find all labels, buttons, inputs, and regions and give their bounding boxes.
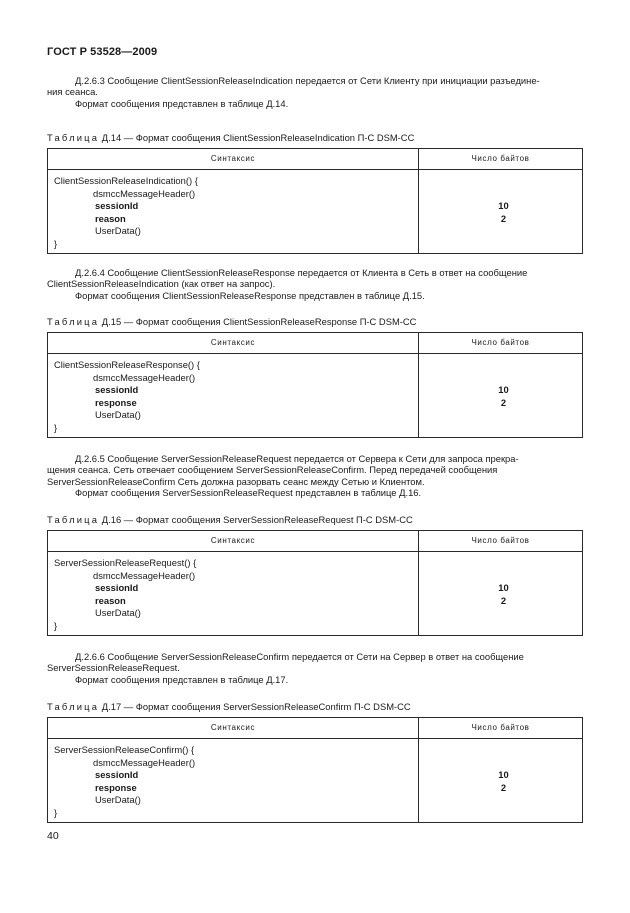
syntax-line: dsmccMessageHeader() <box>93 756 196 768</box>
table-label: Таблица <box>47 514 100 525</box>
paragraph-line: щения сеанса. Сеть отвечает сообщением ServerSessionReleaseConfirm. Перед передачей сообщения <box>47 464 498 476</box>
table-d15 <box>47 332 583 438</box>
paragraph-line: ния сеанса. <box>47 86 98 98</box>
paragraph-line: ClientSessionReleaseIndication (как ответ на запрос). <box>47 278 276 290</box>
format-note: Формат сообщения ClientSessionReleaseResponse представлен в таблице Д.15. <box>75 289 425 301</box>
column-header-bytes: Число байтов <box>419 149 583 170</box>
syntax-cell <box>48 739 419 823</box>
table-caption-d17 <box>47 701 583 712</box>
paragraph-d263 <box>47 75 583 109</box>
syntax-line: UserData() <box>95 409 141 420</box>
page-number: 40 <box>47 830 59 842</box>
table-title: Д.17 — Формат сообщения ServerSessionReleaseConfirm П-С DSM-CC <box>101 701 411 712</box>
table-d16 <box>47 530 583 636</box>
paragraph-line: ServerSessionReleaseRequest. <box>47 662 180 674</box>
column-header-syntax: Синтаксис <box>48 531 419 552</box>
table-d17 <box>47 717 583 823</box>
syntax-line: UserData() <box>95 794 141 805</box>
syntax-line: } <box>54 619 58 631</box>
table-title: Д.16 — Формат сообщения ServerSessionReleaseRequest П-С DSM-CC <box>101 514 413 525</box>
byte-count: 2 <box>500 781 507 793</box>
syntax-line: UserData() <box>95 607 141 618</box>
table-caption-d15 <box>47 316 583 327</box>
paragraph-line: Д.2.6.5 Сообщение ServerSessionReleaseRequest передается от Сервера к Сети для запроса прекра- <box>75 453 519 464</box>
byte-count: 10 <box>498 769 509 780</box>
paragraph-d265 <box>47 453 583 499</box>
syntax-line: dsmccMessageHeader() <box>93 569 196 581</box>
syntax-line: ServerSessionReleaseConfirm() { <box>54 744 195 755</box>
paragraph-d264 <box>47 267 583 301</box>
column-header-bytes: Число байтов <box>419 718 583 739</box>
table-title: Д.14 — Формат сообщения ClientSessionReleaseIndication П-С DSM-CC <box>101 132 415 143</box>
syntax-line: sessionId <box>95 200 139 211</box>
byte-count: 2 <box>500 212 507 224</box>
byte-count: 10 <box>498 200 509 211</box>
paragraph-line: Д.2.6.3 Сообщение ClientSessionReleaseIndication передается от Сети Клиенту при инициации разъедине- <box>75 75 540 86</box>
format-note: Формат сообщения представлен в таблице Д.14. <box>75 97 289 109</box>
bytes-cell <box>419 354 583 438</box>
paragraph-line: Д.2.6.4 Сообщение ClientSessionReleaseResponse передается от Клиента в Сеть в ответ на сообщение <box>75 267 528 278</box>
table-title: Д.15 — Формат сообщения ClientSessionReleaseResponse П-С DSM-CC <box>101 316 417 327</box>
byte-count: 2 <box>500 594 507 606</box>
column-header-syntax: Синтаксис <box>48 149 419 170</box>
column-header-syntax: Синтаксис <box>48 718 419 739</box>
syntax-line: response <box>95 781 137 793</box>
syntax-line: response <box>95 396 137 408</box>
byte-count: 2 <box>500 396 507 408</box>
syntax-line: dsmccMessageHeader() <box>93 371 196 383</box>
bytes-cell <box>419 552 583 636</box>
byte-count: 10 <box>498 384 509 395</box>
syntax-line: } <box>54 421 58 433</box>
syntax-line: } <box>54 237 58 249</box>
syntax-line: UserData() <box>95 225 141 236</box>
syntax-line: } <box>54 806 58 818</box>
syntax-line: dsmccMessageHeader() <box>93 187 196 199</box>
table-d14 <box>47 148 583 254</box>
format-note: Формат сообщения ServerSessionReleaseRequest представлен в таблице Д.16. <box>75 487 422 499</box>
byte-count: 10 <box>498 582 509 593</box>
syntax-line: ClientSessionReleaseIndication() { <box>54 175 198 186</box>
paragraph-line: ServerSessionReleaseConfirm Сеть должна разорвать сеанс между Сетью и Клиентом. <box>47 475 425 487</box>
syntax-line: sessionId <box>95 384 139 395</box>
column-header-bytes: Число байтов <box>419 531 583 552</box>
table-label: Таблица <box>47 701 100 712</box>
table-caption-d14 <box>47 132 583 143</box>
table-caption-d16 <box>47 514 583 525</box>
table-label: Таблица <box>47 316 100 327</box>
syntax-cell <box>48 170 419 254</box>
syntax-line: ClientSessionReleaseResponse() { <box>54 359 200 370</box>
table-label: Таблица <box>47 132 100 143</box>
syntax-line: sessionId <box>95 769 139 780</box>
page-header: ГОСТ Р 53528—2009 <box>47 46 158 58</box>
column-header-bytes: Число байтов <box>419 333 583 354</box>
format-note: Формат сообщения представлен в таблице Д.17. <box>75 673 289 685</box>
syntax-line: ServerSessionReleaseRequest() { <box>54 557 197 568</box>
syntax-line: reason <box>95 594 126 606</box>
bytes-cell <box>419 170 583 254</box>
syntax-cell <box>48 354 419 438</box>
syntax-line: reason <box>95 212 126 224</box>
syntax-line: sessionId <box>95 582 139 593</box>
bytes-cell <box>419 739 583 823</box>
column-header-syntax: Синтаксис <box>48 333 419 354</box>
paragraph-d266 <box>47 651 583 685</box>
syntax-cell <box>48 552 419 636</box>
paragraph-line: Д.2.6.6 Сообщение ServerSessionReleaseConfirm передается от Сети на Сервер в ответ на сообщение <box>75 651 524 662</box>
